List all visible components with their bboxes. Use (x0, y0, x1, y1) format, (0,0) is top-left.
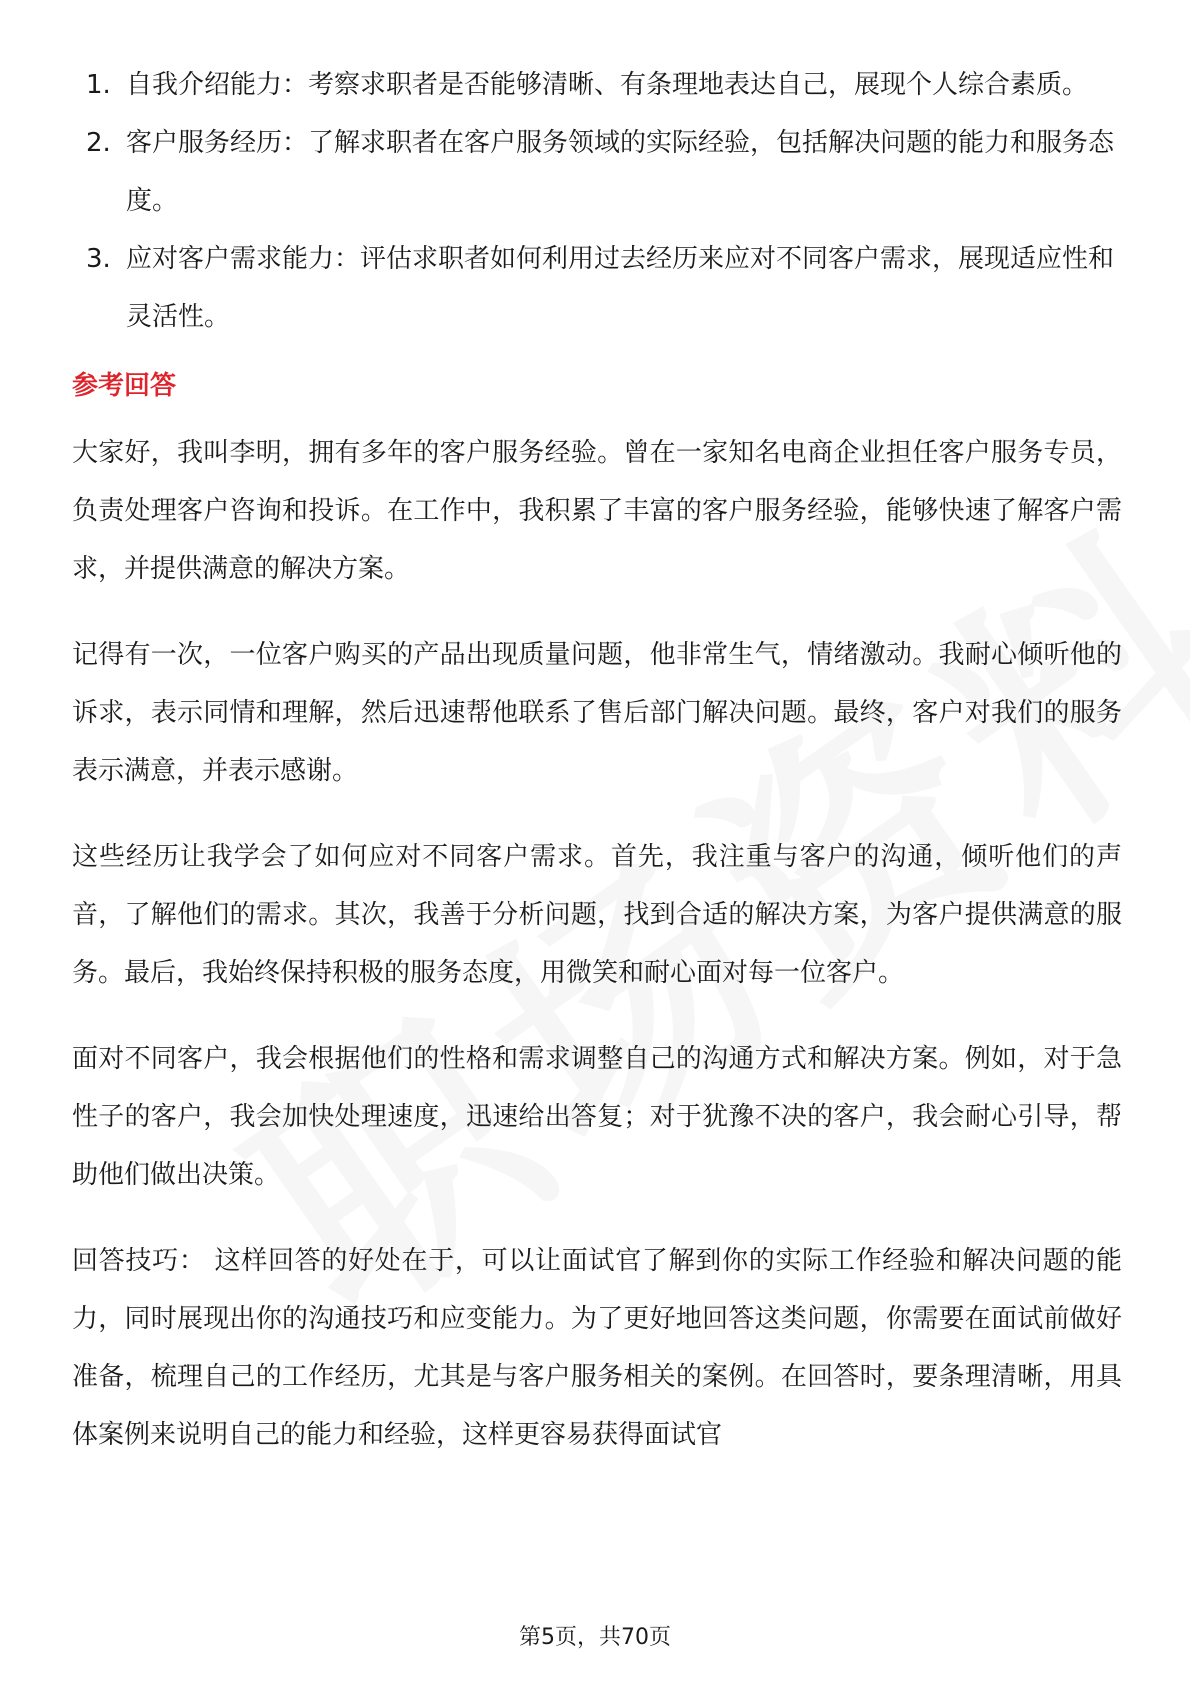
list-item (72, 56, 1122, 114)
list-item (72, 114, 1122, 230)
paragraph: 记得有一次，一位客户购买的产品出现质量问题，他非常生气，情绪激动。我耐心倾听他的诉求，表示同情和理解，然后迅速帮他联系了售后部门解决问题。最终，客户对我们的服务表示满意，并表示感谢。 (72, 640, 1122, 786)
assessment-points-list (72, 56, 1122, 346)
paragraph: 面对不同客户，我会根据他们的性格和需求调整自己的沟通方式和解决方案。例如，对于急性子的客户，我会加快处理速度，迅速给出答复；对于犹豫不决的客户，我会耐心引导，帮助他们做出决策。 (72, 1044, 1122, 1190)
list-item-text: 自我介绍能力：考察求职者是否能够清晰、有条理地表达自己，展现个人综合素质。 (126, 70, 1089, 100)
section-heading: 参考回答 (72, 371, 177, 401)
list-item-number: 3. (86, 244, 111, 274)
list-item-number: 1. (86, 70, 111, 100)
list-item-text: 应对客户需求能力：评估求职者如何利用过去经历来应对不同客户需求，展现适应性和灵活性。 (126, 244, 1115, 332)
page-content (72, 56, 1122, 1492)
paragraph: 大家好，我叫李明，拥有多年的客户服务经验。曾在一家知名电商企业担任客户服务专员，负责处理客户咨询和投诉。在工作中，我积累了丰富的客户服务经验，能够快速了解客户需求，并提供满意的解决方案。 (72, 438, 1122, 584)
page-number: 第5页，共70页 (519, 1625, 671, 1650)
list-item-text: 客户服务经历：了解求职者在客户服务领域的实际经验，包括解决问题的能力和服务态度。 (126, 128, 1115, 216)
list-item (72, 230, 1122, 346)
paragraph: 这些经历让我学会了如何应对不同客户需求。首先，我注重与客户的沟通，倾听他们的声音，了解他们的需求。其次，我善于分析问题，找到合适的解决方案，为客户提供满意的服务。最后，我始终保持积极的服务态度，用微笑和耐心面对每一位客户。 (72, 842, 1122, 988)
list-item-number: 2. (86, 128, 111, 158)
paragraph: 回答技巧： 这样回答的好处在于，可以让面试官了解到你的实际工作经验和解决问题的能力，同时展现出你的沟通技巧和应变能力。为了更好地回答这类问题，你需要在面试前做好准备，梳理自己的工作经历，尤其是与客户服务相关的案例。在回答时，要条理清晰，用具体案例来说明自己的能力和经验，这样更容易获得面试官 (72, 1246, 1122, 1450)
